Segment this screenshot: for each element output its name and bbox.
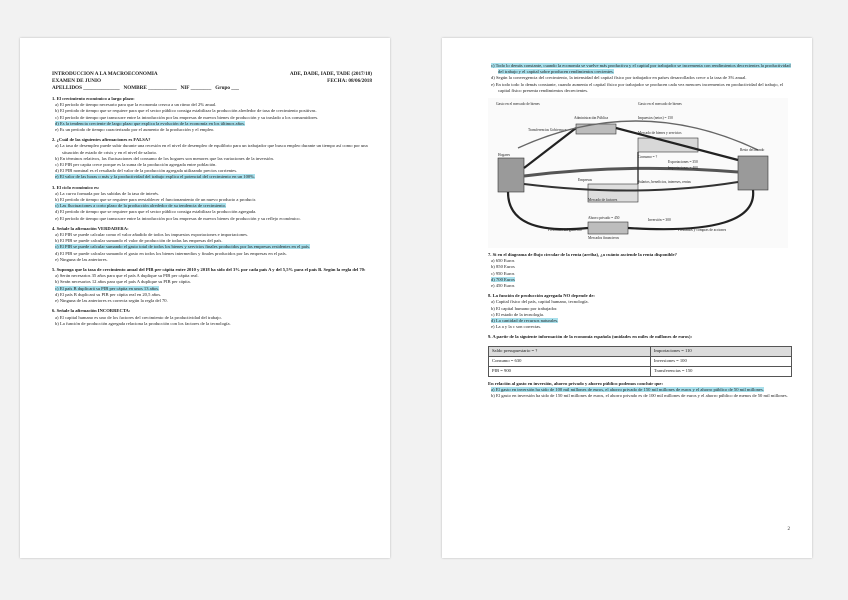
- table-cell: Transferencias = 150: [650, 366, 791, 376]
- question-title: 6. Señale la afirmación INCORRECTA:: [52, 308, 131, 314]
- option-text: c) Todo lo demás constante, cuando la economía se vuelve más productiva y el capital por trabajador se incrementa con rendimientos decrecientes la productividad del trabajo y el capital sobre producen rendimientos crecientes.: [491, 63, 791, 75]
- option-text: e) Es un período de tiempo caracterizado por el aumento de la producción y el empleo.: [55, 127, 215, 133]
- exam-date: FECHA: 08/06/2018: [327, 78, 372, 84]
- page-content: [488, 63, 792, 399]
- option-text: e) La a y la c son correctas.: [491, 324, 542, 330]
- diagram-label: Transferencias Gobierno =: [528, 128, 567, 133]
- question-title: 9. A partir de la siguiente información de la economía española (unidades en miles de millones de euros):: [488, 334, 692, 340]
- option-text: c) 950 Euros: [491, 270, 515, 276]
- option-text: b) El período de tiempo que se requiere para que el sector público consiga estabilizar la producción alrededor de tasa de crecimiento positivas.: [55, 108, 317, 114]
- option-text: a) El capital humano es uno de los factores del crecimiento de la productividad del trabajo.: [55, 314, 222, 320]
- page-content: [52, 71, 372, 327]
- option-text: d) Según la convergencia del crecimiento, la intensidad del capital físico por trabajador en países desarrollados crece a la tasa de 3% anual.: [491, 75, 747, 81]
- option-text: c) Las fluctuaciones a corto plazo de la producción alrededor de su tendencia de crecimiento.: [55, 203, 227, 209]
- diagram-label: Gasto en el mercado de bienes: [638, 102, 682, 107]
- option-text: b) El PIB se puede calcular sumando el valor de producción de todas las empresas del país.: [55, 238, 223, 244]
- question-list: [488, 252, 792, 399]
- answer-option: [52, 174, 372, 180]
- option-text: b) El período de tiempo que se requiere para reestablecer el funcionamiento de un nuevo producto a producir.: [55, 197, 257, 203]
- question: [488, 252, 792, 289]
- flow-diagram-graphic: [488, 98, 788, 248]
- diagram-label: Resto del mundo: [740, 148, 765, 153]
- option-text: c) El PIB per capita crece porque es la suma de la producción agregada entre población.: [55, 162, 217, 168]
- table-row: [489, 346, 792, 356]
- option-text: d) El país B duplicará su PIB per cápita real en 20,5 años.: [55, 291, 162, 297]
- option-text: a) 650 Euros: [491, 258, 515, 264]
- diagram-label: Mercado de factores: [588, 198, 618, 203]
- answer-option: [52, 127, 372, 133]
- option-text: b) El capital humano por trabajador.: [491, 305, 558, 311]
- exam-header: [52, 71, 372, 92]
- option-text: d) La cantidad de recursos naturales.: [491, 318, 559, 324]
- option-text: c) El PIB se puede calcular sumando el gasto total de todos los bienes y servicios finales producidos por las empresas residentes en el país.: [55, 244, 311, 250]
- question: [488, 293, 792, 330]
- option-text: e) Ninguna de las anteriores.: [55, 256, 108, 262]
- course-title: INTRODUCCION A LA MACROECONOMIA: [52, 71, 158, 77]
- option-text: d) El PIB nominal es el resultado del valor de la producción agregada utilizando precios corrientes.: [55, 168, 238, 174]
- question: [52, 137, 372, 180]
- question-title: 3. El ciclo económico es:: [52, 184, 100, 190]
- answer-option: [52, 257, 372, 263]
- diagram-label: Importaciones = 400: [668, 166, 698, 171]
- diagram-label: Mercados financieros: [588, 236, 620, 241]
- option-text: b) Serán necesarios 12 años para que el país A duplique su PIB per cápita.: [55, 279, 191, 285]
- question: [488, 381, 792, 400]
- continued-options: [488, 63, 792, 94]
- answer-option: [488, 283, 792, 289]
- question-title: 2. ¿Cuál de las siguientes afirmaciones es FALSA?: [52, 137, 151, 143]
- diagram-label: Salarios, beneficios, intereses, rentas: [638, 180, 691, 185]
- option-text: d) 700 Euros: [491, 276, 515, 282]
- answer-option: [488, 393, 792, 399]
- diagram-label: Ahorro privado = 450: [588, 216, 620, 221]
- answer-option: [52, 321, 372, 327]
- diagram-label: Administración Pública: [574, 116, 609, 121]
- option-text: b) En términos relativos, las fluctuaciones del consumo de los hogares son menores que las variaciones de la inversión.: [55, 155, 274, 161]
- diagram-label: Mercado de bienes y servicios: [638, 131, 682, 136]
- option-text: a) El gasto en inversión ha sido de 100 mil millones de euros, el ahorro privado de 150 mil millones de euros y el ahorro público de 50 mil millones.: [491, 386, 764, 392]
- question-title: 5. Suponga que la tasa de crecimiento anual del PIB per cápita entre 2010 y 2018 ha sido del 3% por cada país A y del 5,5% para el país B. Según la regla del 70:: [52, 267, 366, 273]
- question: [52, 96, 372, 133]
- diagram-label: Impuestos (netos) = 150: [638, 116, 673, 121]
- question-list: [52, 96, 372, 327]
- option-text: c) El país B duplicará su PIB per cápita en unos 13 años.: [55, 285, 160, 291]
- group-field: Grupo ___: [215, 85, 240, 91]
- surname-field: APELLIDOS ______________: [52, 85, 120, 91]
- diagram-label: Hogares: [498, 153, 510, 158]
- name-field: NOMBRE ___________: [123, 85, 177, 91]
- answer-option: [52, 298, 372, 304]
- option-text: a) La curva formada por las subidas de la tasa de interés.: [55, 190, 160, 196]
- option-text: e) Ninguna de las anteriores es correcta según la regla del 70.: [55, 298, 168, 304]
- option-text: e) El período de tiempo que transcurre entre la introducción por las empresas de nuevos bienes de producción y su reflejo económico.: [55, 215, 301, 221]
- option-text: e) En todo todo lo demás constante, cuando aumenta el capital físico por trabajador se producen cada vez menores incrementos en productividad del trabajo, el capital físico presenta rendimientos decrecientes.: [491, 81, 784, 93]
- option-text: d) Es la tendencia creciente de largo plazo que explica la evolución de la economía en los últimos años.: [55, 120, 246, 126]
- table-row: [489, 356, 792, 366]
- option-text: a) El período de tiempo necesario para que la economía crezca a un ritmo del 2% anual.: [55, 102, 217, 108]
- nif-field: NIF ________: [180, 85, 212, 91]
- table-row: [489, 366, 792, 376]
- question-title: 1. El crecimiento económico a largo plazo:: [52, 96, 135, 101]
- degrees: ADE, DADE, IADE, TADE (2017/18): [289, 71, 372, 77]
- question: [52, 226, 372, 263]
- question-title: 7. Si en el diagrama de flujo circular de la renta (arriba), ¿a cuánto asciende la renta disponible?: [488, 252, 677, 258]
- question: [52, 308, 372, 327]
- question: [488, 334, 792, 376]
- data-table: [488, 346, 792, 377]
- table-cell: Consumo = 630: [489, 356, 651, 366]
- diagram-label: Préstamos y compras de acciones: [678, 228, 727, 233]
- option-text: a) El PIB se puede calcular como el valor añadido de todos los impuestos exportaciones e importaciones.: [55, 232, 249, 238]
- answer-option: [52, 143, 372, 155]
- option-text: b) 850 Euros: [491, 264, 515, 270]
- exam-title: EXAMEN DE JUNIO: [52, 78, 101, 84]
- answer-option: [52, 216, 372, 222]
- option-text: b) La función de producción agregada relaciona la producción con los factores de la tecnología.: [55, 320, 231, 326]
- diagram-label: Exportaciones = 350: [668, 160, 698, 165]
- table-cell: Inversiones = 100: [650, 356, 791, 366]
- circular-flow-diagram: [488, 98, 792, 248]
- question-title: 8. La función de producción agregada NO depende de:: [488, 293, 595, 299]
- answer-option: [488, 324, 792, 330]
- page-number: 2: [787, 527, 790, 532]
- diagram-label: Inversión = 300: [648, 218, 671, 223]
- diagram-label: Préstamos del gobierno: [548, 228, 582, 233]
- option-text: b) El gasto en inversión ha sido de 150 mil millones de euros, el ahorro privado es de 100 mil millones de euros y el ahorro público de menos de 50 mil millones.: [491, 393, 788, 399]
- diagram-label: Gasto en el mercado de bienes: [496, 102, 540, 107]
- answer-option: [488, 82, 792, 94]
- question: [52, 185, 372, 222]
- question-title: En relación al gasto en inversión, ahorro privado y ahorro público podemos concluir que:: [488, 380, 664, 386]
- option-text: c) El estado de la tecnología.: [491, 311, 545, 317]
- option-text: a) Capital físico del país, capital humano, tecnología.: [491, 299, 589, 305]
- table-cell: Importaciones = 110: [650, 346, 791, 356]
- option-text: d) El período de tiempo que se requiere para que el sector público consiga estabilizar la producción agregada.: [55, 209, 257, 215]
- option-text: a) La tasa de desempleo puede subir durante una recesión en el nivel de desempleo de equilibrio para un trabajador que busca empleo durante un tiempo así como por una situación de estado de crisis y en el nivel de salario.: [55, 143, 368, 155]
- question: [52, 267, 372, 304]
- exam-page-right: [442, 38, 812, 558]
- option-text: d) El PIB se puede calcular sumando el gasto en todos los bienes intermedios y finales producidos por las empresas en el país.: [55, 250, 287, 256]
- table-cell: PIB = 900: [489, 366, 651, 376]
- diagram-label: Consumo = ?: [638, 155, 658, 160]
- diagram-label: Empresas: [578, 178, 592, 183]
- option-text: c) El período de tiempo que transcurre entre la introducción por las empresas de nuevos bienes de producción y su traslado a los consumidores.: [55, 114, 319, 120]
- option-text: e) 450 Euros: [491, 283, 515, 289]
- answer-option: [488, 63, 792, 75]
- table-cell: Saldo presupuestario = ?: [489, 346, 651, 356]
- option-text: a) Serán necesarios 35 años para que el país A duplique su PIB per cápita real.: [55, 273, 199, 279]
- question-title: 4. Señale la afirmación VERDADERA:: [52, 225, 129, 231]
- option-text: e) El valor de las horas o más y la productividad del trabajo explica el potencial del crecimiento en un 100%.: [55, 174, 256, 180]
- exam-page-left: [20, 38, 390, 558]
